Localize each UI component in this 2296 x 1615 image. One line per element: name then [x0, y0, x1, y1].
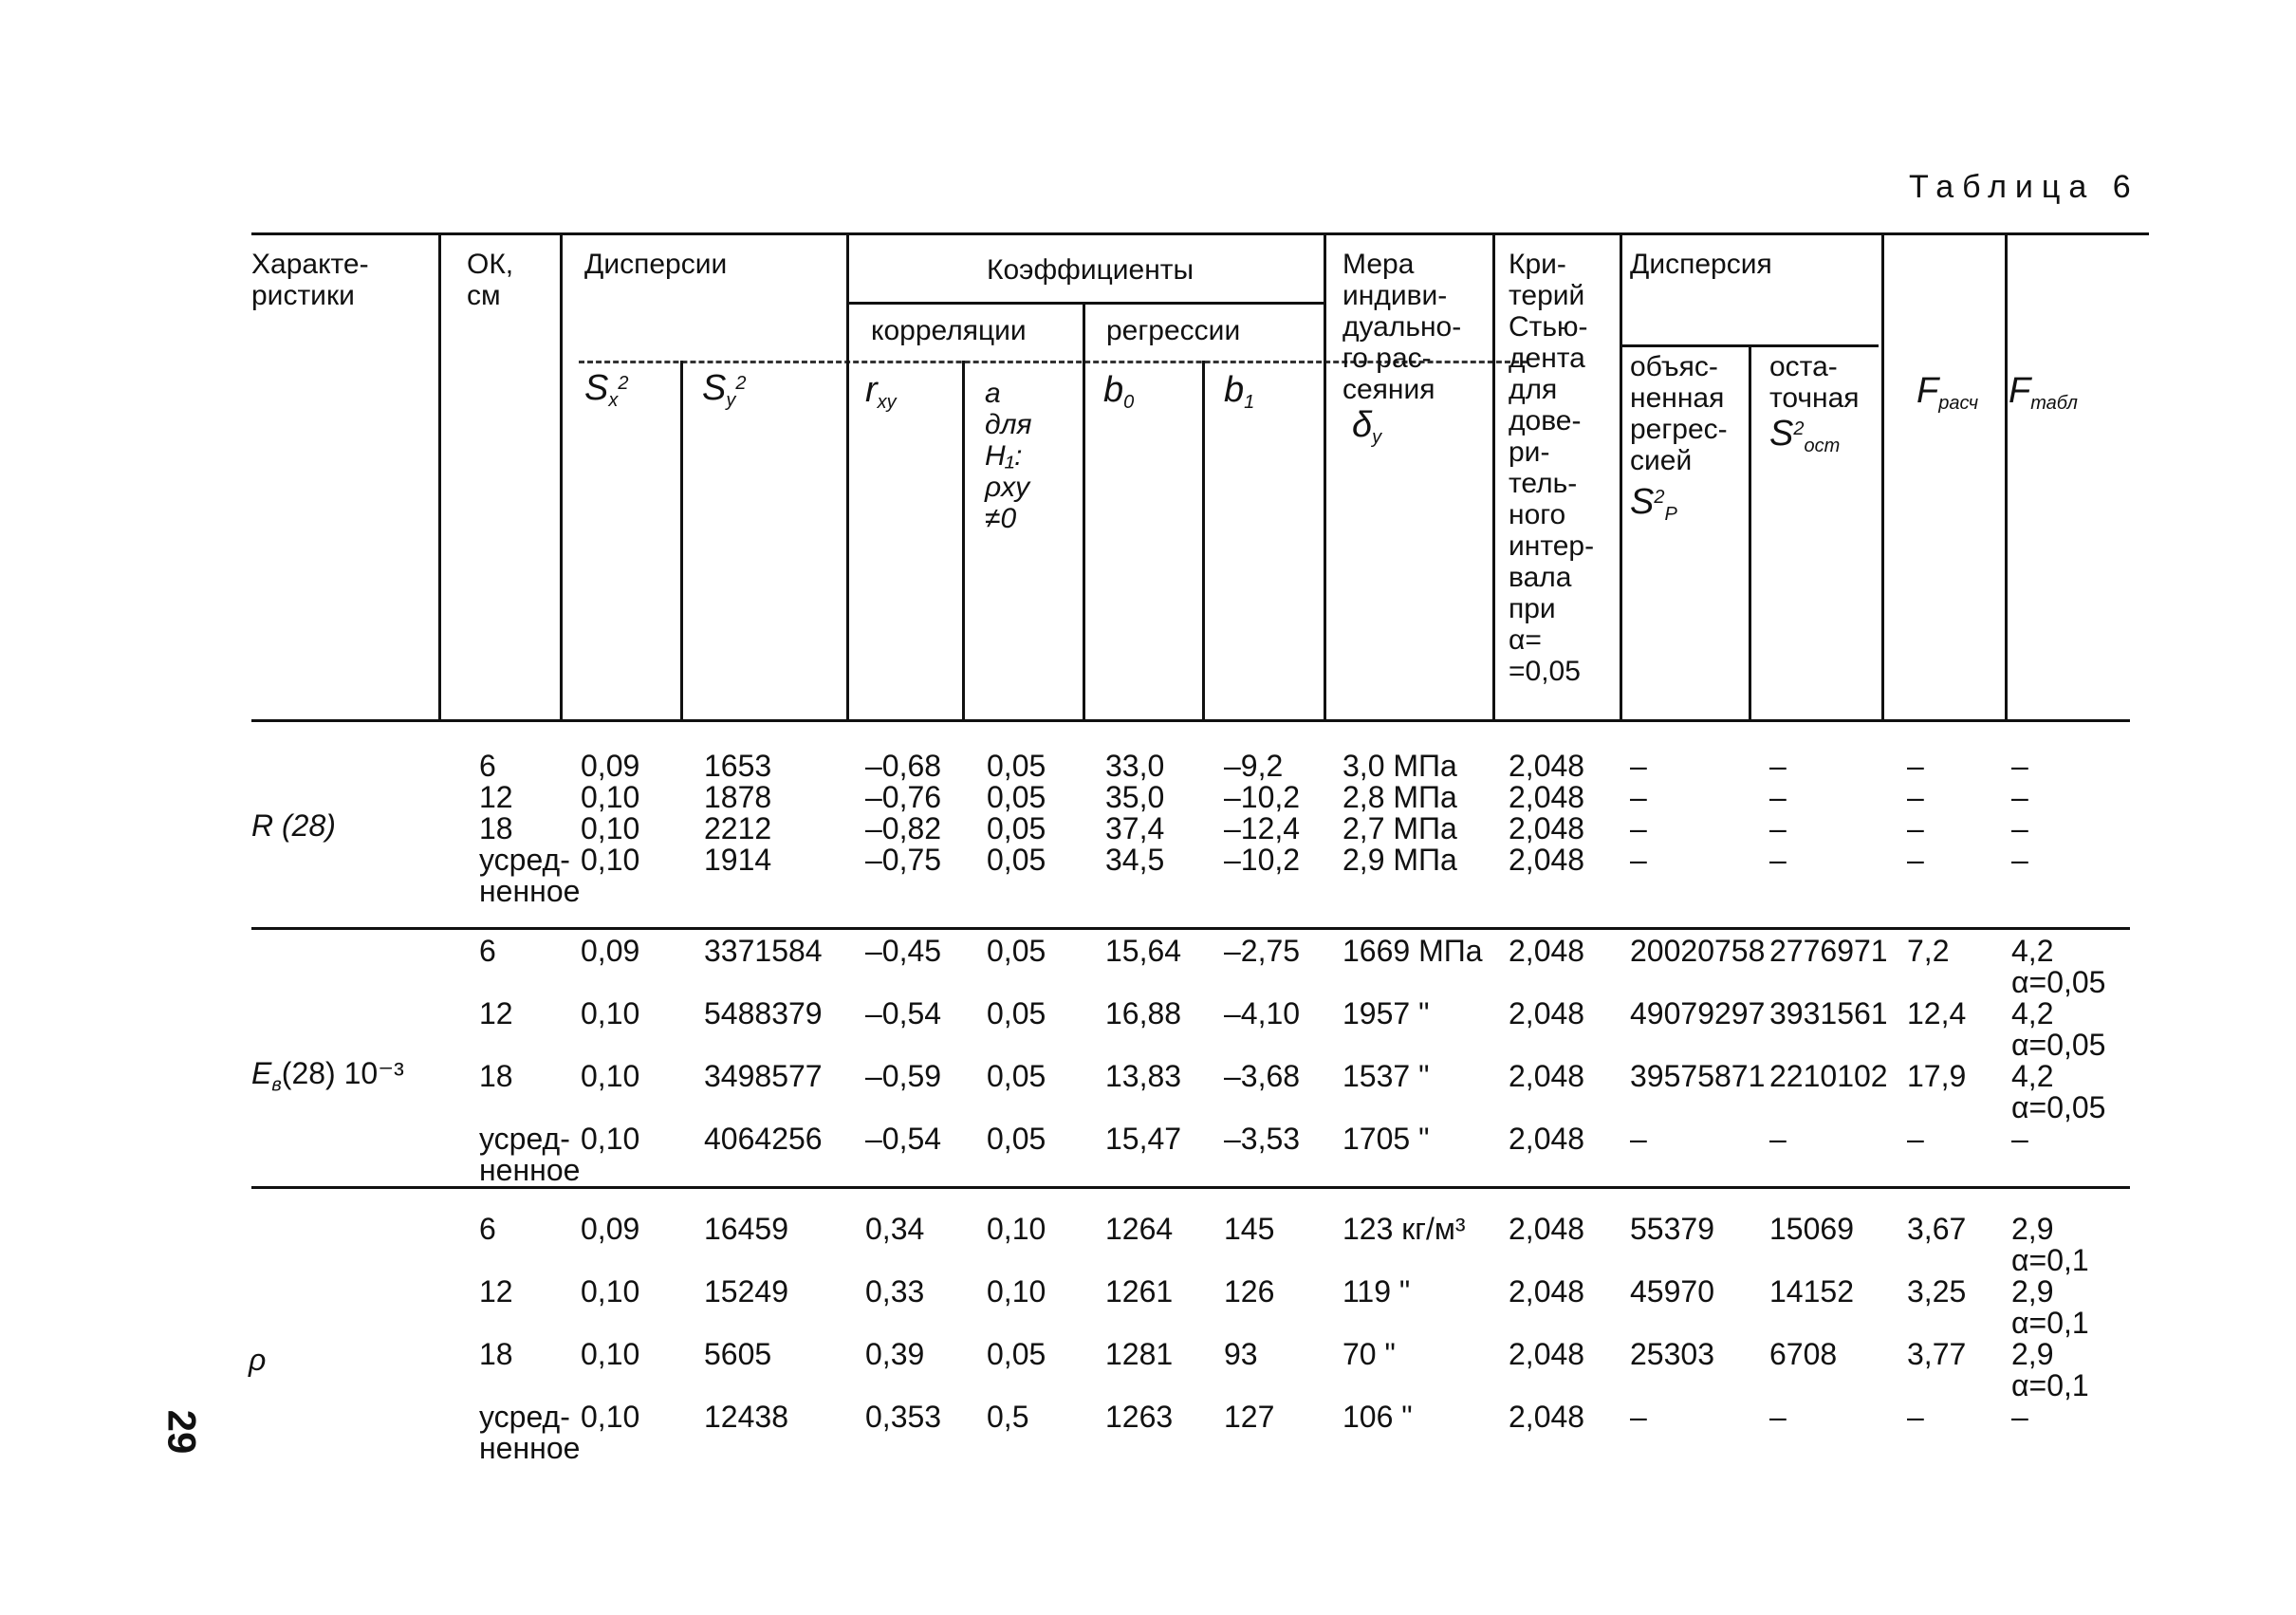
cell-b0: 34,5	[1105, 843, 1165, 877]
cell-ok: усред-	[479, 1122, 570, 1156]
cell-ok: 12	[479, 1274, 513, 1309]
header-regression: регрессии	[1106, 315, 1241, 346]
cell-measure: 70 "	[1342, 1337, 1396, 1371]
cell-measure: 106 "	[1342, 1400, 1413, 1434]
header-correlation: корреляции	[871, 315, 1027, 346]
cell-f-calc: 12,4	[1907, 996, 1967, 1030]
group-label-rho: ρ	[249, 1343, 267, 1377]
cell-student: 2,048	[1509, 1122, 1585, 1156]
cell-ok: 18	[479, 1059, 513, 1093]
cell-b1: –12,4	[1224, 811, 1301, 845]
header-alpha-note: a для H₁: ρxy ≠0	[985, 378, 1032, 534]
cell-residual: –	[1769, 749, 1787, 783]
cell-f-table-alpha: α=0,1	[2011, 1306, 2089, 1340]
cell-b1: –10,2	[1224, 843, 1301, 877]
cell-alpha: 0,05	[987, 934, 1046, 968]
cell-sy2: 2212	[704, 811, 772, 845]
cell-alpha: 0,05	[987, 780, 1046, 814]
cell-residual: 2776971	[1769, 934, 1888, 968]
coefficients-rule	[849, 302, 1324, 305]
cell-ok: 6	[479, 749, 496, 783]
cell-ok: 6	[479, 934, 496, 968]
cell-sx2: 0,10	[581, 1122, 640, 1156]
cell-explained: 25303	[1630, 1337, 1714, 1371]
cell-f-calc: 17,9	[1907, 1059, 1967, 1093]
col-divider	[962, 361, 965, 719]
cell-f-table-alpha: α=0,1	[2011, 1243, 2089, 1277]
cell-f-table: 4,2	[2011, 996, 2054, 1030]
cell-explained: 49079297	[1630, 996, 1766, 1030]
cell-f-calc: –	[1907, 1400, 1924, 1434]
cell-residual: –	[1769, 780, 1787, 814]
header-b1: $b_1$	[1224, 370, 1255, 413]
cell-sy2: 15249	[704, 1274, 788, 1309]
cell-f-calc: 3,77	[1907, 1337, 1967, 1371]
header-residual: оста- точная	[1769, 351, 1860, 414]
cell-f-table: 2,9	[2011, 1274, 2054, 1309]
header-f-table: $F_{табл}$	[2009, 371, 2078, 414]
cell-sy2: 1878	[704, 780, 772, 814]
cell-b0: 1261	[1105, 1274, 1174, 1309]
cell-f-table: –	[2011, 780, 2028, 814]
cell-alpha: 0,05	[987, 1059, 1046, 1093]
cell-ok-continued: ненное	[479, 874, 581, 908]
cell-rxy: –0,59	[865, 1059, 942, 1093]
cell-f-table-alpha: α=0,05	[2011, 1028, 2106, 1062]
cell-f-table: –	[2011, 1400, 2028, 1434]
cell-student: 2,048	[1509, 996, 1585, 1030]
cell-sx2: 0,10	[581, 780, 640, 814]
cell-measure: 1705 "	[1342, 1122, 1430, 1156]
cell-f-table-alpha: α=0,05	[2011, 1090, 2106, 1124]
cell-b1: 127	[1224, 1400, 1275, 1434]
cell-b1: –3,53	[1224, 1122, 1301, 1156]
cell-sy2: 12438	[704, 1400, 788, 1434]
cell-f-table: –	[2011, 749, 2028, 783]
col-divider	[2005, 232, 2008, 719]
header-f-calc: $F_{расч}$	[1916, 371, 1979, 414]
header-measure: Мера индиви- дуально- го рас- сеяния	[1342, 249, 1462, 405]
cell-residual: –	[1769, 1122, 1787, 1156]
cell-ok: 18	[479, 1337, 513, 1371]
cell-f-table: 2,9	[2011, 1337, 2054, 1371]
cell-residual: 15069	[1769, 1212, 1854, 1246]
cell-ok: 18	[479, 811, 513, 845]
header-sy2: $S_y^2$	[702, 368, 747, 411]
col-divider	[1492, 232, 1495, 719]
cell-f-calc: –	[1907, 843, 1924, 877]
cell-alpha: 0,10	[987, 1274, 1046, 1309]
cell-explained: 45970	[1630, 1274, 1714, 1309]
header-coefficients: Коэффициенты	[987, 254, 1194, 286]
cell-residual: –	[1769, 1400, 1787, 1434]
table-caption: Таблица 6	[1909, 169, 2139, 205]
cell-explained: 20020758	[1630, 934, 1766, 968]
cell-measure: 3,0 МПа	[1342, 749, 1457, 783]
col-divider	[680, 361, 683, 719]
col-divider	[1620, 232, 1622, 719]
cell-sy2: 5605	[704, 1337, 772, 1371]
cell-b1: –2,75	[1224, 934, 1301, 968]
header-rxy: $r_{xy}$	[865, 370, 897, 413]
cell-rxy: –0,76	[865, 780, 942, 814]
cell-b0: 37,4	[1105, 811, 1165, 845]
cell-measure: 2,9 МПа	[1342, 843, 1457, 877]
cell-f-calc: 3,25	[1907, 1274, 1967, 1309]
cell-alpha: 0,05	[987, 1122, 1046, 1156]
cell-rxy: –0,45	[865, 934, 942, 968]
cell-measure: 1957 "	[1342, 996, 1430, 1030]
header-ok: ОК, см	[467, 249, 514, 311]
cell-rxy: –0,54	[865, 1122, 942, 1156]
cell-b0: 1281	[1105, 1337, 1174, 1371]
cell-f-table: –	[2011, 811, 2028, 845]
cell-sy2: 3498577	[704, 1059, 823, 1093]
cell-residual: 14152	[1769, 1274, 1854, 1309]
cell-explained: –	[1630, 1400, 1647, 1434]
cell-alpha: 0,05	[987, 996, 1046, 1030]
cell-f-calc: 7,2	[1907, 934, 1950, 968]
group-rule	[251, 927, 2130, 930]
cell-student: 2,048	[1509, 1212, 1585, 1246]
cell-measure: 119 "	[1342, 1274, 1411, 1309]
cell-b0: 35,0	[1105, 780, 1165, 814]
cell-sx2: 0,10	[581, 1400, 640, 1434]
cell-explained: –	[1630, 780, 1647, 814]
cell-b1: –9,2	[1224, 749, 1284, 783]
header-b0: $b_0$	[1103, 370, 1135, 413]
col-divider	[1083, 302, 1085, 719]
cell-measure: 2,8 МПа	[1342, 780, 1457, 814]
cell-f-table-alpha: α=0,05	[2011, 965, 2106, 999]
cell-b1: –10,2	[1224, 780, 1301, 814]
group-label-r28: R (28)	[251, 808, 336, 843]
cell-rxy: –0,54	[865, 996, 942, 1030]
cell-b0: 15,47	[1105, 1122, 1182, 1156]
cell-sy2: 3371584	[704, 934, 823, 968]
header-explained: объяс- ненная регрес- сией	[1630, 351, 1728, 476]
cell-f-calc: –	[1907, 749, 1924, 783]
group-label-ev28: $E_в(28)$ 10⁻³	[251, 1056, 404, 1096]
header-measure-symbol: $\delta_y$	[1352, 405, 1382, 448]
cell-student: 2,048	[1509, 811, 1585, 845]
cell-alpha: 0,05	[987, 1337, 1046, 1371]
cell-sy2: 1914	[704, 843, 772, 877]
cell-alpha: 0,5	[987, 1400, 1029, 1434]
cell-rxy: –0,82	[865, 811, 942, 845]
cell-student: 2,048	[1509, 1059, 1585, 1093]
cell-b0: 15,64	[1105, 934, 1182, 968]
cell-f-calc: –	[1907, 811, 1924, 845]
cell-f-table: 2,9	[2011, 1212, 2054, 1246]
cell-ok: 6	[479, 1212, 496, 1246]
col-divider	[846, 232, 849, 719]
cell-sx2: 0,09	[581, 749, 640, 783]
cell-f-table-alpha: α=0,1	[2011, 1368, 2089, 1402]
col-divider	[1881, 232, 1884, 719]
header-residual-symbol: $S^2_{ост}$	[1769, 414, 1841, 456]
cell-residual: 2210102	[1769, 1059, 1888, 1093]
header-dispersion: Дисперсия	[1630, 249, 1772, 280]
cell-measure: 2,7 МПа	[1342, 811, 1457, 845]
cell-student: 2,048	[1509, 1274, 1585, 1309]
cell-f-calc: –	[1907, 780, 1924, 814]
cell-sy2: 4064256	[704, 1122, 823, 1156]
cell-sy2: 16459	[704, 1212, 788, 1246]
cell-alpha: 0,05	[987, 811, 1046, 845]
cell-measure: 123 кг/м³	[1342, 1212, 1466, 1246]
cell-rxy: 0,39	[865, 1337, 925, 1371]
cell-residual: 6708	[1769, 1337, 1838, 1371]
cell-measure: 1537 "	[1342, 1059, 1430, 1093]
cell-b0: 16,88	[1105, 996, 1182, 1030]
cell-ok: 12	[479, 996, 513, 1030]
cell-b1: –4,10	[1224, 996, 1301, 1030]
cell-sx2: 0,09	[581, 1212, 640, 1246]
cell-sx2: 0,10	[581, 1274, 640, 1309]
col-divider	[438, 232, 441, 719]
cell-student: 2,048	[1509, 1400, 1585, 1434]
cell-b0: 33,0	[1105, 749, 1165, 783]
cell-sx2: 0,10	[581, 843, 640, 877]
col-divider	[1202, 361, 1205, 719]
col-divider	[1749, 344, 1751, 719]
cell-explained: 55379	[1630, 1212, 1714, 1246]
cell-student: 2,048	[1509, 934, 1585, 968]
cell-sy2: 5488379	[704, 996, 823, 1030]
page-number: 29	[159, 1409, 205, 1455]
cell-sx2: 0,10	[581, 811, 640, 845]
cell-explained: –	[1630, 843, 1647, 877]
cell-rxy: –0,68	[865, 749, 942, 783]
header-sx2: $S_x^2$	[584, 368, 629, 411]
cell-measure: 1669 МПа	[1342, 934, 1483, 968]
col-divider	[1324, 232, 1326, 719]
cell-student: 2,048	[1509, 780, 1585, 814]
cell-ok-continued: ненное	[479, 1431, 581, 1465]
cell-b1: 126	[1224, 1274, 1275, 1309]
cell-b1: 93	[1224, 1337, 1258, 1371]
header-bottom-rule	[251, 719, 2130, 722]
cell-f-table: –	[2011, 1122, 2028, 1156]
cell-sx2: 0,10	[581, 996, 640, 1030]
cell-explained: –	[1630, 1122, 1647, 1156]
cell-rxy: –0,75	[865, 843, 942, 877]
cell-student: 2,048	[1509, 843, 1585, 877]
cell-sy2: 1653	[704, 749, 772, 783]
cell-ok: усред-	[479, 1400, 570, 1434]
cell-f-table: 4,2	[2011, 934, 2054, 968]
cell-residual: 3931561	[1769, 996, 1888, 1030]
cell-residual: –	[1769, 811, 1787, 845]
cell-rxy: 0,353	[865, 1400, 942, 1434]
cell-sx2: 0,09	[581, 934, 640, 968]
cell-rxy: 0,34	[865, 1212, 925, 1246]
cell-f-table: 4,2	[2011, 1059, 2054, 1093]
header-variances: Дисперсии	[584, 249, 728, 280]
cell-alpha: 0,05	[987, 749, 1046, 783]
cell-f-calc: –	[1907, 1122, 1924, 1156]
cell-student: 2,048	[1509, 1337, 1585, 1371]
cell-b1: 145	[1224, 1212, 1275, 1246]
header-explained-symbol: $S^2_P$	[1630, 482, 1677, 525]
cell-b1: –3,68	[1224, 1059, 1301, 1093]
cell-alpha: 0,10	[987, 1212, 1046, 1246]
cell-b0: 1264	[1105, 1212, 1174, 1246]
cell-explained: 39575871	[1630, 1059, 1766, 1093]
cell-b0: 13,83	[1105, 1059, 1182, 1093]
cell-ok-continued: ненное	[479, 1153, 581, 1187]
cell-explained: –	[1630, 749, 1647, 783]
cell-student: 2,048	[1509, 749, 1585, 783]
cell-residual: –	[1769, 843, 1787, 877]
header-student: Кри- терий Стью- дента для дове- ри- тель- ного интер- вала при α= =0,05	[1509, 249, 1595, 687]
col-divider	[560, 232, 563, 719]
cell-sx2: 0,10	[581, 1059, 640, 1093]
cell-b0: 1263	[1105, 1400, 1174, 1434]
cell-sx2: 0,10	[581, 1337, 640, 1371]
cell-ok: усред-	[479, 843, 570, 877]
cell-ok: 12	[479, 780, 513, 814]
cell-f-calc: 3,67	[1907, 1212, 1967, 1246]
header-top-rule	[251, 232, 2149, 235]
cell-explained: –	[1630, 811, 1647, 845]
cell-f-table: –	[2011, 843, 2028, 877]
cell-alpha: 0,05	[987, 843, 1046, 877]
cell-rxy: 0,33	[865, 1274, 925, 1309]
header-characteristics: Характе- ристики	[251, 249, 369, 311]
